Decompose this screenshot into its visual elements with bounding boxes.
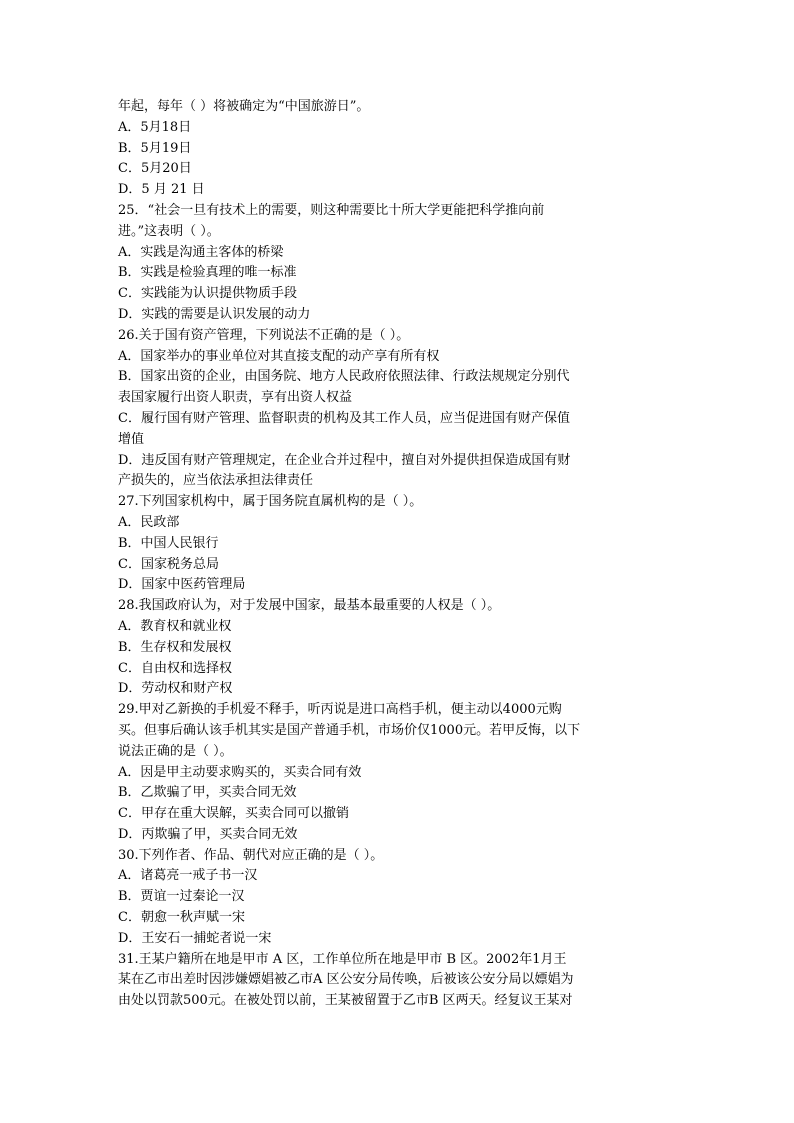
option-line: D．实践的需要是认识发展的动力: [118, 306, 311, 322]
option-line: A．实践是沟通主客体的桥梁: [118, 244, 284, 260]
option-line: A．教育权和就业权: [118, 618, 232, 634]
question-line: 进。”这表明（ ）。: [118, 223, 220, 239]
option-line: 产损失的，应当依法承担法律责任: [118, 473, 314, 489]
option-line: C．朝愈一秋声赋一宋: [118, 910, 245, 926]
question-line: 30.下列作者、作品、朝代对应正确的是（ ）。: [118, 847, 384, 863]
question-line: 31.王某户籍所在地是甲市 A 区，工作单位所在地是甲市 B 区。2002年1月王: [118, 951, 567, 967]
option-line: A．5月18日: [118, 119, 192, 135]
question-line: 28.我国政府认为，对于发展中国家，最基本最重要的人权是（ ）。: [118, 598, 501, 614]
option-line: B．中国人民银行: [118, 535, 219, 551]
document-page: [118, 97, 618, 1012]
option-line: C．履行国有财产管理、监督职责的机构及其工作人员，应当促进国有财产保值: [118, 410, 570, 426]
option-line: C．国家税务总局: [118, 556, 219, 572]
question-line: 某在乙市出差时因涉嫌嫖娼被乙市A 区公安分局传唤，后被该公安分局以嫖娼为: [118, 972, 574, 988]
text-line: 年起，每年（ ）将被确定为“中国旅游日”。: [118, 99, 370, 114]
option-line: D．丙欺骗了甲，买卖合同无效: [118, 826, 298, 842]
option-line: D．5 月 21 日: [118, 182, 205, 198]
option-line: A．因是甲主动要求购买的，买卖合同有效: [118, 764, 362, 780]
option-line: 表国家履行出资人职责，享有出资人权益: [118, 390, 353, 406]
option-line: D．王安石一捕蛇者说一宋: [118, 930, 272, 946]
option-line: B．国家出资的企业，由国务院、地方人民政府依照法律、行政法规规定分别代: [118, 369, 570, 385]
option-line: B．5月19日: [118, 140, 192, 156]
option-line: A．诸葛亮一戒子书一汉: [118, 868, 258, 884]
option-line: D．国家中医药管理局: [118, 577, 246, 593]
question-line: 26.关于国有资产管理，下列说法不正确的是（ ）。: [118, 327, 410, 343]
option-line: B．贾谊一过秦论一汉: [118, 889, 245, 905]
option-line: C．实践能为认识提供物质手段: [118, 286, 297, 302]
option-line: B．生存权和发展权: [118, 639, 232, 655]
question-line: 由处以罚款500元。在被处罚以前，王某被留置于乙市B 区两天。经复议王某对: [118, 993, 573, 1009]
question-line: 29.甲对乙新换的手机爱不释手，听丙说是进口高档手机，便主动以4000元购: [118, 702, 562, 718]
question-line: 买。但事后确认该手机其实是国产普通手机，市场价仅1000元。若甲反悔，以下: [118, 722, 581, 738]
option-line: D．违反国有财产管理规定，在企业合并过程中，擅自对外提供担保造成国有财: [118, 452, 571, 468]
option-line: B．乙欺骗了甲，买卖合同无效: [118, 785, 297, 801]
option-line: D．劳动权和财产权: [118, 681, 233, 697]
option-line: B．实践是检验真理的唯一标准: [118, 265, 297, 281]
question-line: 25．“社会一旦有技术上的需要，则这种需要比十所大学更能把科学推向前: [118, 202, 545, 218]
option-line: C．自由权和选择权: [118, 660, 232, 676]
option-line: 增值: [118, 431, 145, 447]
question-line: 说法正确的是（ ）。: [118, 743, 233, 759]
question-line: 27.下列国家机构中，属于国务院直属机构的是（ ）。: [118, 494, 423, 510]
option-line: C．5月20日: [118, 161, 192, 177]
option-line: A．国家举办的事业单位对其直接支配的动产享有所有权: [118, 348, 440, 364]
option-line: C．甲存在重大误解，买卖合同可以撤销: [118, 806, 349, 822]
option-line: A．民政部: [118, 514, 180, 530]
